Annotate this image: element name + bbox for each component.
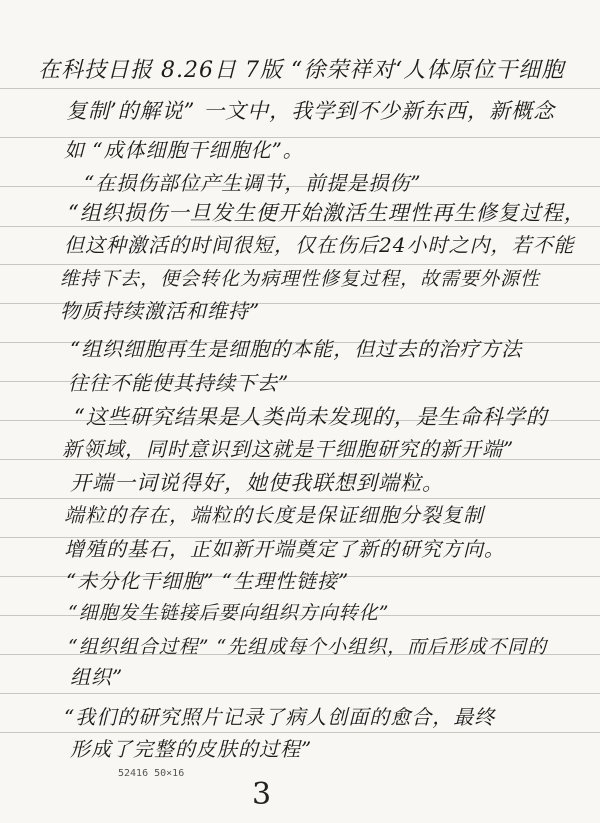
- text-line: “组织损伤一旦发生便开始激活生理性再生修复过程，: [68, 201, 586, 225]
- text-line: “这些研究结果是人类尚未发现的，是生命科学的: [74, 405, 548, 429]
- text-line: 维持下去，便会转化为病理性修复过程，故需要外源性: [60, 268, 541, 290]
- footer-code: 52416 50×16: [118, 768, 185, 779]
- text-line: 物质持续激活和维持”: [60, 299, 261, 323]
- text-line: “组织组合过程” “先组成每个小组织，而后形成不同的: [68, 636, 548, 658]
- page-number: 3: [252, 777, 272, 812]
- text-line: 复制’的解说” 一文中，我学到不少新东西，新概念: [66, 99, 556, 123]
- text-line: 往往不能使其持续下去”: [68, 371, 290, 395]
- text-line: 新领域，同时意识到这就是干细胞研究的新开端”: [62, 437, 515, 461]
- text-line: “在损伤部位产生调节，前提是损伤”: [84, 171, 422, 195]
- text-line: “细胞发生链接后要向组织方向转化”: [68, 602, 390, 624]
- text-line: “组织细胞再生是细胞的本能，但过去的治疗方法: [70, 337, 523, 361]
- text-line: “未分化干细胞” “生理性链接”: [66, 569, 350, 593]
- text-line: 形成了完整的皮肤的过程”: [70, 737, 313, 761]
- text-line: 开端一词说得好，她使我联想到端粒。: [70, 471, 444, 495]
- text-line: “我们的研究照片记录了病人创面的愈合，最终: [64, 705, 496, 729]
- text-line: 在科技日报 8.26日 7版 “徐荣祥对‘人体原位干细胞: [38, 58, 565, 83]
- text-line: 但这种激活的时间很短，仅在伤后24小时之内，若不能: [64, 233, 575, 257]
- text-line: 组织”: [70, 665, 124, 689]
- text-line: 端粒的存在，端粒的长度是保证细胞分裂复制: [64, 503, 484, 527]
- text-line: 增殖的基石，正如新开端奠定了新的研究方向。: [64, 537, 505, 561]
- text-line: 如 “成体细胞干细胞化”。: [64, 138, 304, 162]
